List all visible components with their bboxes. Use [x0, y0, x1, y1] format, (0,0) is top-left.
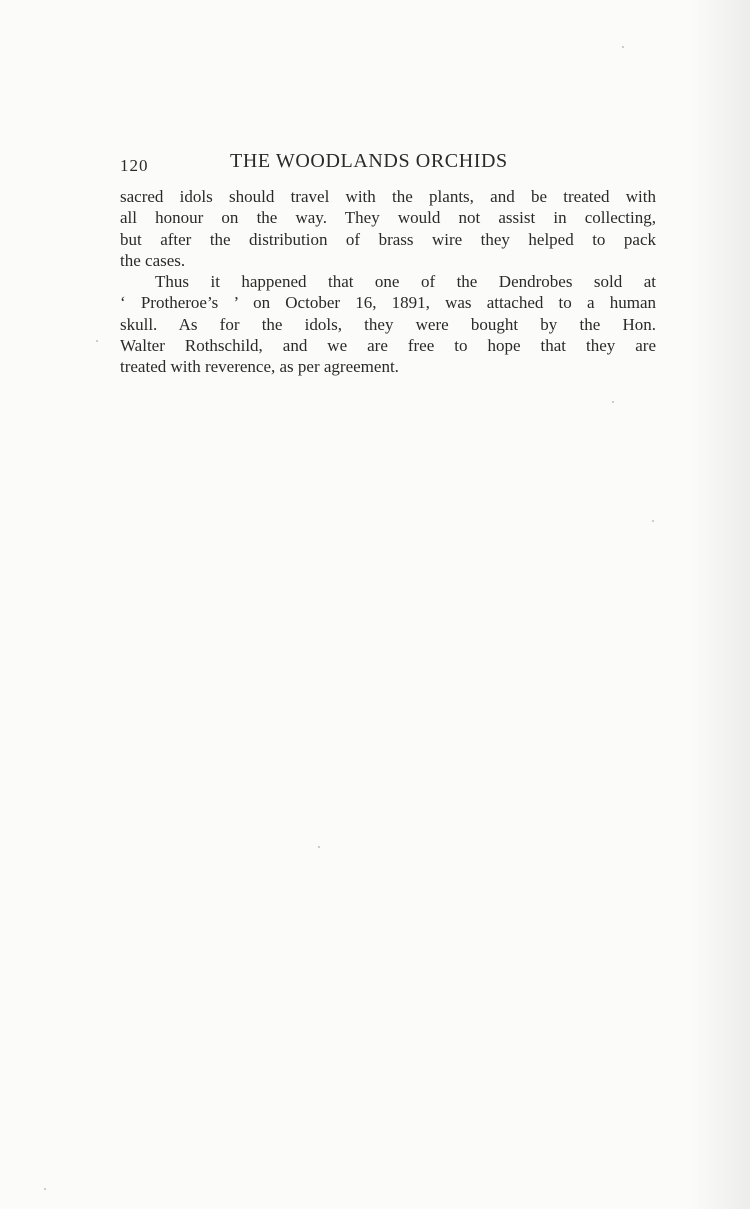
page-number: 120 [120, 156, 149, 175]
text-line: but after the distribution of brass wire they helped to pack [120, 229, 656, 249]
text-line: all honour on the way. They would not assist in collecting, [120, 208, 656, 228]
scan-speck [318, 846, 320, 848]
text-line: sacred idols should travel with the plants, and be treated with [120, 187, 656, 206]
scan-speck [96, 340, 98, 342]
scan-speck [612, 401, 614, 403]
running-head [120, 150, 560, 180]
text-line: Thus it happened that one of the Dendrobes sold at [155, 272, 656, 292]
scan-speck [652, 520, 654, 522]
text-line: Walter Rothschild, and we are free to hope that they are [120, 336, 656, 356]
running-title: THE WOODLANDS ORCHIDS [230, 150, 508, 172]
text-line: skull. As for the idols, they were bought by the Hon. [120, 314, 656, 334]
body-text [120, 186, 656, 378]
scan-speck [44, 1188, 46, 1190]
scan-speck [622, 46, 624, 48]
text-line: ‘ Protheroe’s ’ on October 16, 1891, was attached to a human [120, 293, 656, 313]
text-line: the cases. [120, 250, 186, 270]
paragraph-2 [120, 271, 656, 377]
text-line: treated with reverence, as per agreement. [120, 357, 399, 377]
paragraph-1 [120, 186, 656, 271]
page-edge-shadow [690, 0, 750, 1209]
